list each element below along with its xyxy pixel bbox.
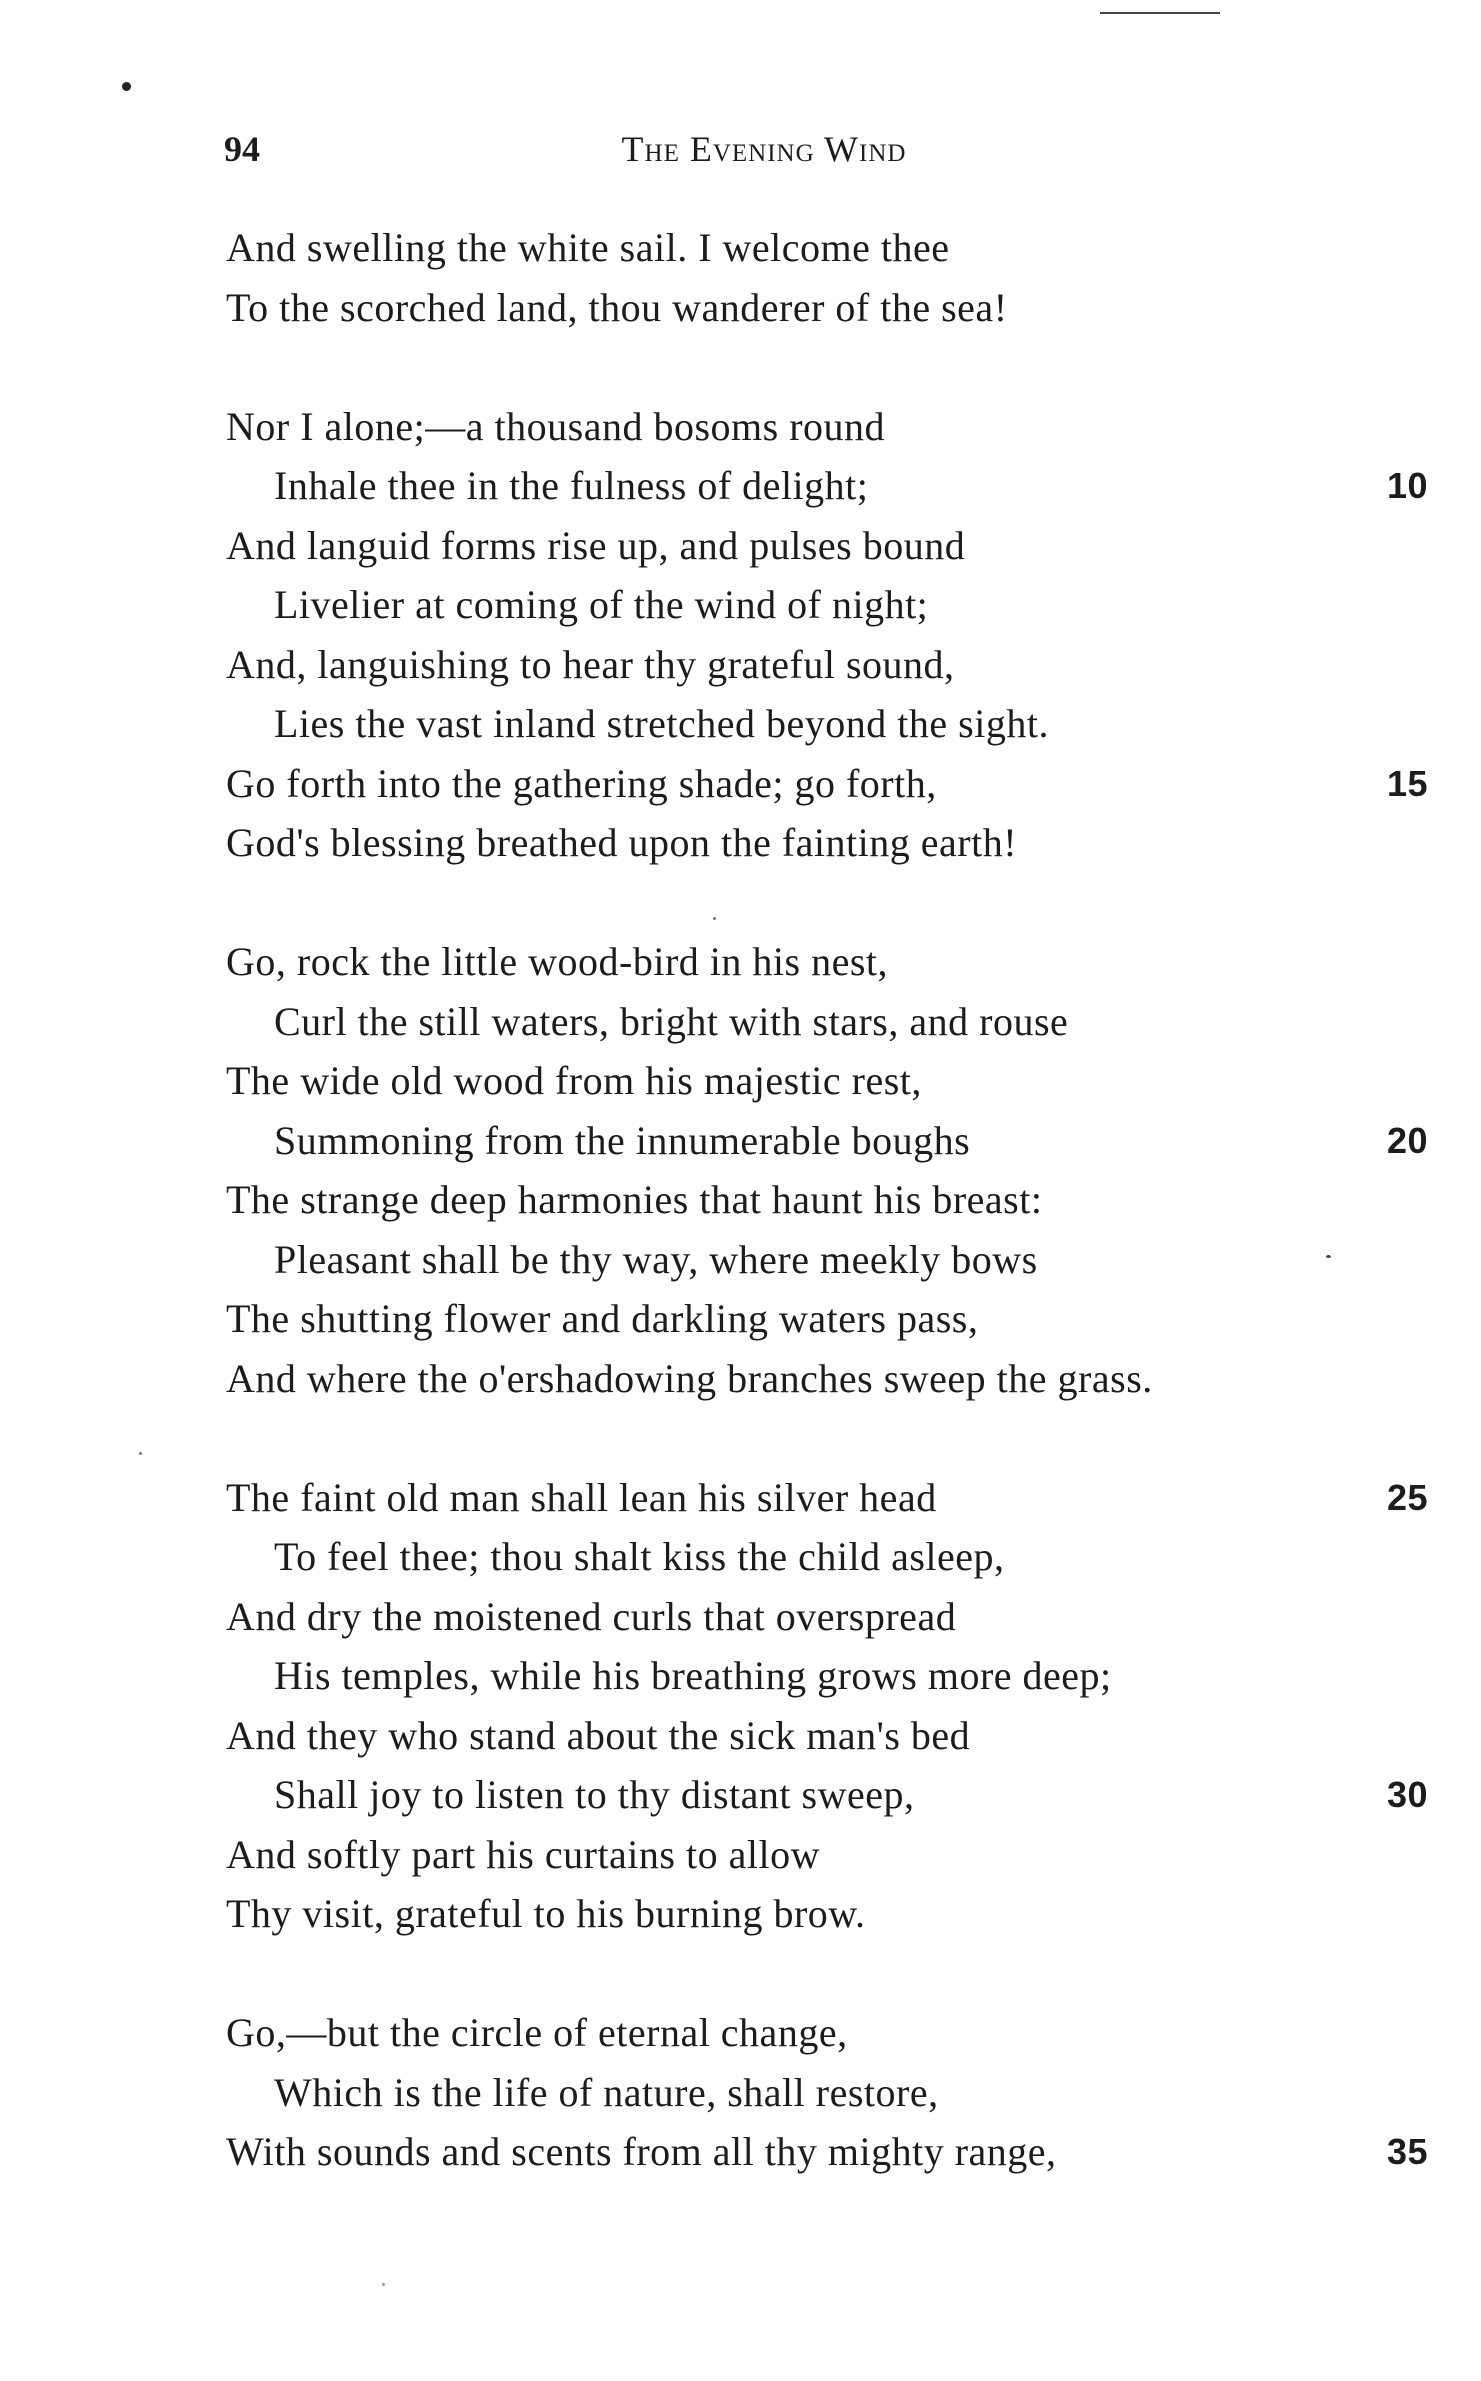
poem-body [226,218,1426,2182]
poem-line [226,397,1426,457]
poem-line [226,1111,1426,1171]
poem-line [226,516,1426,576]
line-text: Go, rock the little wood-bird in his nest, [226,939,889,984]
line-text: And where the o'ershadowing branches sweep the grass. [226,1355,1153,1401]
poem-line [226,456,1426,516]
stanza [226,1468,1426,1944]
line-text: Summoning from the innumerable boughs [274,1117,971,1163]
line-text: Shall joy to listen to thy distant sweep, [274,1772,915,1817]
stanza [226,397,1426,873]
page-number: 94 [224,129,260,169]
line-text: To the scorched land, thou wanderer of the sea! [226,284,1008,330]
line-number: 10 [1386,465,1428,506]
line-text: Thy visit, grateful to his burning brow. [226,1891,866,1936]
stanza [226,218,1426,337]
line-text: Nor I alone;—a thousand bosoms round [226,403,886,449]
stanza [226,2003,1426,2182]
line-text: And languid forms rise up, and pulses bound [226,522,966,568]
line-text: His temples, while his breathing grows more deep; [274,1653,1112,1698]
line-text: Pleasant shall be thy way, where meekly bows [274,1236,1038,1282]
line-number: 30 [1386,1774,1428,1815]
stanza [226,932,1426,1408]
line-text: Inhale thee in the fulness of delight; [274,463,869,508]
poem-line [226,1468,1426,1528]
line-text: And they who stand about the sick man's bed [226,1712,971,1758]
line-text: The wide old wood from his majestic rest, [226,1058,922,1103]
line-number: 20 [1386,1119,1428,1161]
stanza-break [226,1408,1426,1468]
stanza-break [226,873,1426,933]
running-title: The Evening Wind [621,129,907,169]
line-text: Curl the still waters, bright with stars, and rouse [274,998,1069,1044]
ink-dot [122,82,131,91]
poem-line [226,278,1426,338]
poem-line [226,635,1426,695]
poem-line [226,1587,1426,1647]
line-text: The shutting flower and darkling waters pass, [226,1296,979,1341]
poem-line [226,2003,1426,2063]
poem-line [226,1646,1426,1706]
poem-line [226,1349,1426,1409]
line-text: The strange deep harmonies that haunt his breast: [226,1177,1043,1222]
line-text: Go forth into the gathering shade; go forth, [226,760,937,806]
poem-line [226,1706,1426,1766]
poem-line [226,694,1426,754]
poem-line [226,1527,1426,1587]
stanza-break [226,1944,1426,2004]
poem-line [226,992,1426,1052]
line-text: And dry the moistened curls that overspread [226,1593,957,1639]
poem-line [226,1170,1426,1230]
line-number: 25 [1386,1476,1428,1518]
line-text: The faint old man shall lean his silver head [226,1474,937,1520]
poem-line [226,1051,1426,1111]
poem-line [226,1230,1426,1290]
top-rule [1100,12,1220,14]
ink-speck [139,1452,142,1455]
line-text: To feel thee; thou shalt kiss the child asleep, [274,1534,1005,1579]
poem-line [226,932,1426,992]
line-text: Which is the life of nature, shall restore, [274,2069,939,2115]
poem-line [226,1884,1426,1944]
line-number: 15 [1386,762,1428,804]
line-text: God's blessing breathed upon the fainting earth! [226,820,1018,865]
line-text: And softly part his curtains to allow [226,1831,820,1877]
poem-line [226,813,1426,873]
page-header [224,128,1304,180]
poem-line [226,2122,1426,2182]
line-text: Livelier at coming of the wind of night; [274,582,929,627]
stanza-break [226,337,1426,397]
line-text: And, languishing to hear thy grateful sound, [226,641,955,687]
ink-speck [382,2283,385,2286]
line-number: 35 [1386,2131,1428,2172]
poem-line [226,754,1426,814]
line-text: Lies the vast inland stretched beyond the sight. [274,701,1049,746]
poem-line [226,1765,1426,1825]
poem-line [226,218,1426,278]
line-text: And swelling the white sail. I welcome thee [226,225,950,270]
line-text: With sounds and scents from all thy mighty range, [226,2129,1057,2174]
poem-line [226,1289,1426,1349]
line-text: Go,—but the circle of eternal change, [226,2010,848,2055]
poem-line [226,2063,1426,2123]
poem-line [226,1825,1426,1885]
poem-line [226,575,1426,635]
